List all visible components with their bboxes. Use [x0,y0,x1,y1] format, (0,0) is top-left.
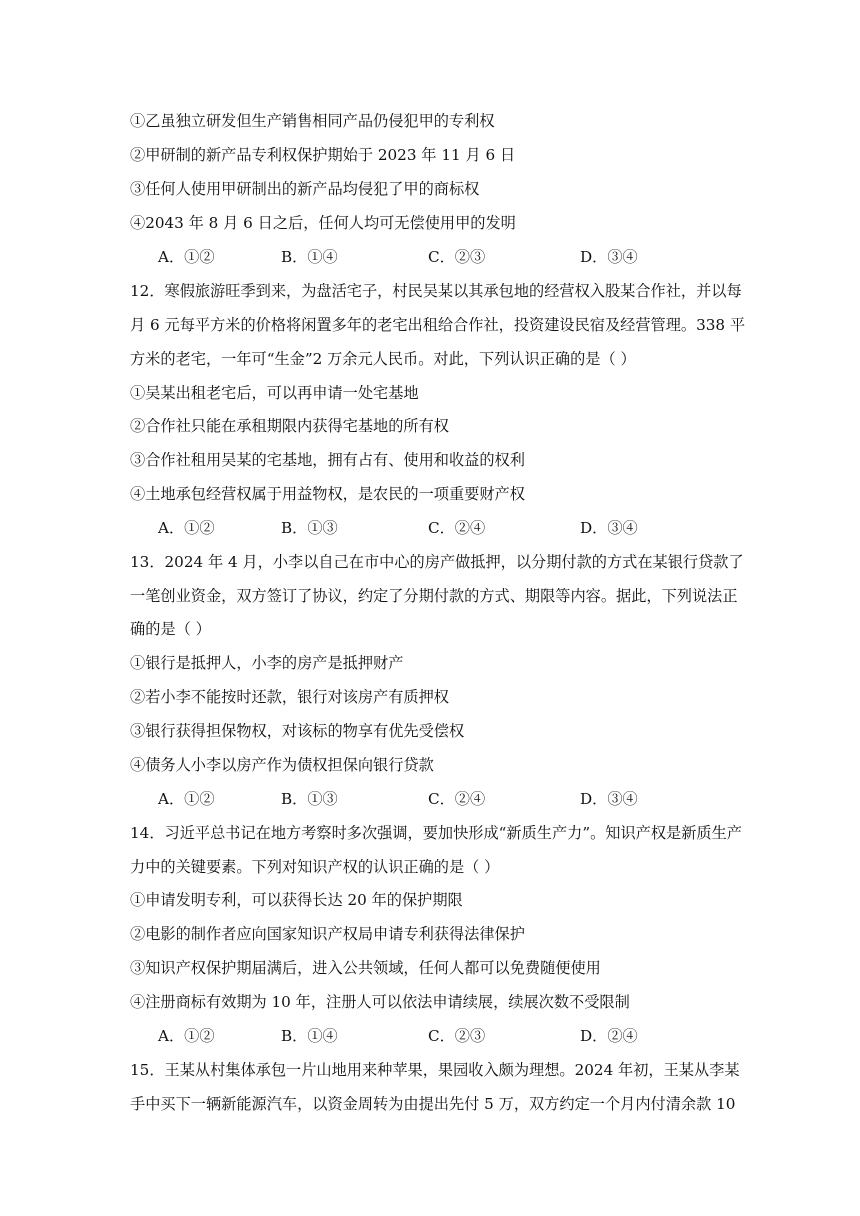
q14-option-d: D．②④ [580,1027,638,1045]
q12-statement-3: ③合作社租用吴某的宅基地，拥有占有、使用和收益的权利 [130,451,525,469]
q12-option-a: A．①② [158,519,215,537]
q12-statement-4: ④土地承包经营权属于用益物权，是农民的一项重要财产权 [130,485,525,503]
q13-stem-line-3: 确的是（ ） [130,620,211,638]
q14-option-b: B．①④ [281,1027,338,1045]
q15-stem-line-1: 15．王某从村集体承包一片山地用来种苹果，果园收入颇为理想。2024 年初，王某从李某 [130,1061,740,1079]
q13-option-c: C．②④ [428,790,486,808]
q11-option-b: B．①④ [281,248,338,266]
q13-option-a: A．①② [158,790,215,808]
q14-statement-3: ③知识产权保护期届满后，进入公共领域，任何人都可以免费随便使用 [130,959,601,977]
q12-option-b: B．①③ [281,519,338,537]
q13-statement-3: ③银行获得担保物权，对该标的物享有优先受偿权 [130,722,465,740]
q13-stem-line-2: 一笔创业资金，双方签订了协议，约定了分期付款的方式、期限等内容。据此，下列说法正 [130,587,738,605]
q14-statement-4: ④注册商标有效期为 10 年，注册人可以依法申请续展，续展次数不受限制 [130,993,630,1011]
q11-option-c: C．②③ [428,248,486,266]
q14-option-c: C．②③ [428,1027,486,1045]
q12-stem-line-2: 月 6 元每平方米的价格将闲置多年的老宅出租给合作社，投资建设民宿及经营管理。338 平 [130,316,746,334]
q13-statement-1: ①银行是抵押人，小李的房产是抵押财产 [130,654,404,672]
q13-option-b: B．①③ [281,790,338,808]
q13-option-d: D．③④ [580,790,638,808]
q12-stem-line-3: 方米的老宅，一年可“生金”2 万余元人民币。对此，下列认识正确的是（ ） [130,350,636,368]
q15-stem-line-2: 手中买下一辆新能源汽车，以资金周转为由提出先付 5 万，双方约定一个月内付清余款 10 [130,1095,736,1113]
q14-stem-line-2: 力中的关键要素。下列对知识产权的认识正确的是（ ） [130,858,500,876]
q11-statement-3: ③任何人使用甲研制出的新产品均侵犯了甲的商标权 [130,180,480,198]
q14-stem-line-1: 14．习近平总书记在地方考察时多次强调，要加快形成“新质生产力”。知识产权是新质生产 [130,824,742,842]
q12-statement-2: ②合作社只能在承租期限内获得宅基地的所有权 [130,417,449,435]
q11-statement-4: ④2043 年 8 月 6 日之后，任何人均可无偿使用甲的发明 [130,214,516,232]
q12-option-c: C．②④ [428,519,486,537]
q12-statement-1: ①吴某出租老宅后，可以再申请一处宅基地 [130,384,419,402]
q11-statement-1: ①乙虽独立研发但生产销售相同产品仍侵犯甲的专利权 [130,112,495,130]
q12-stem-line-1: 12．寒假旅游旺季到来，为盘活宅子，村民吴某以其承包地的经营权入股某合作社，并以每 [130,282,742,300]
q13-statement-2: ②若小李不能按时还款，银行对该房产有质押权 [130,688,449,706]
q13-statement-4: ④债务人小李以房产作为债权担保向银行贷款 [130,756,434,774]
q14-option-a: A．①② [158,1027,215,1045]
q12-option-d: D．③④ [580,519,638,537]
q14-statement-2: ②电影的制作者应向国家知识产权局申请专利获得法律保护 [130,925,525,943]
q11-statement-2: ②甲研制的新产品专利权保护期始于 2023 年 11 月 6 日 [130,146,516,164]
q11-option-a: A．①② [158,248,215,266]
q14-statement-1: ①申请发明专利，可以获得长达 20 年的保护期限 [130,891,463,909]
q13-stem-line-1: 13．2024 年 4 月，小李以自己在市中心的房产做抵押，以分期付款的方式在某银行贷款了 [130,553,744,571]
q11-option-d: D．③④ [580,248,638,266]
